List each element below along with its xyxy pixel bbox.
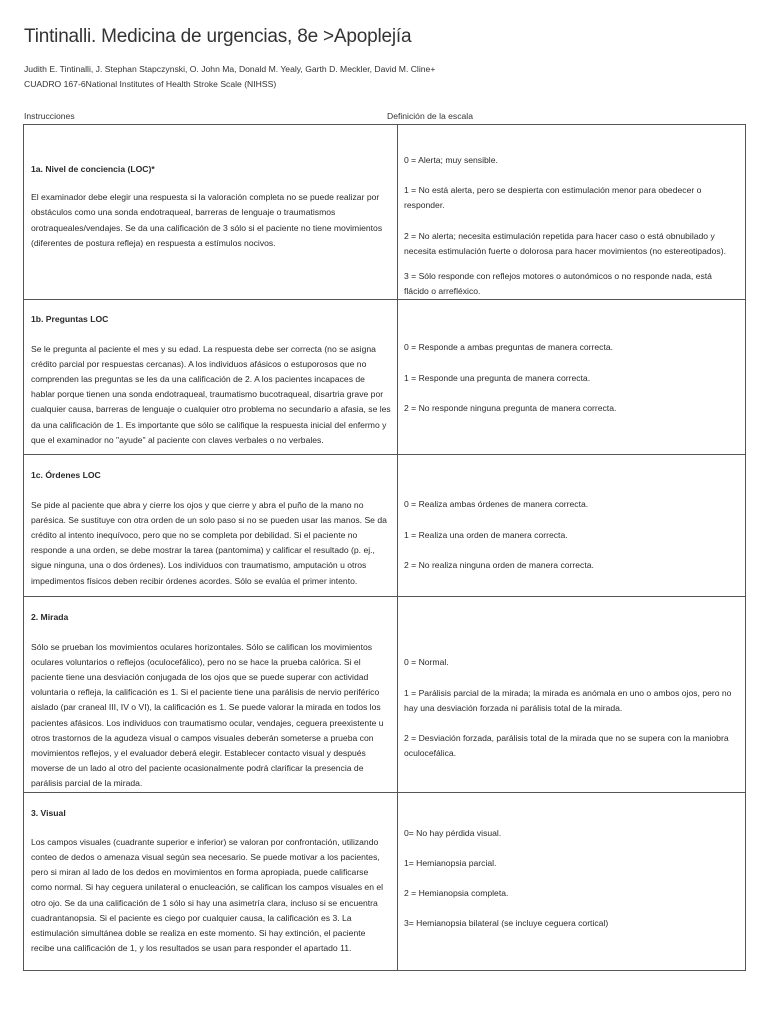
table-row (24, 597, 746, 792)
instructions-cell (24, 597, 398, 792)
item-title: 3. Visual (31, 807, 66, 818)
item-title: 2. Mirada (31, 612, 69, 623)
score-option: 0 = Responde a ambas preguntas de manera correcta. (404, 342, 614, 353)
score-option: 3 = Sólo responde con reflejos motores o autonómicos o no responde nada, está flácido o arrefléxico. (404, 271, 712, 297)
score-option: 2 = Hemianopsia completa. (404, 888, 509, 899)
column-header-definition: Definición de la escala (387, 111, 473, 121)
item-description: Se pide al paciente que abra y cierre los ojos y que cierre y abra el puño de la mano no parésica. Se sustituye con otra orden de un solo paso si no se pueden usar las manos. Se da crédito al intento inequívoco, pero que no se completa por debilidad. Si el paciente no responde a una orden, se debe mostrar la tarea (pantomima) y calificar el resultado (p. ej., sigue ninguna, una o dos órdenes). Los individuos con traumatismo, amputación u otros impedimentos físicos deben recibir órdenes acordes. Sólo se evalúa el primer intento. (31, 499, 387, 586)
score-option: 0 = Normal. (404, 657, 449, 668)
instructions-cell (24, 300, 398, 455)
item-title: 1c. Órdenes LOC (31, 470, 101, 481)
score-option: 1 = Realiza una orden de manera correcta. (404, 529, 568, 540)
nihss-table (23, 124, 746, 971)
score-option: 1 = Parálisis parcial de la mirada; la mirada es anómala en uno o ambos ojos, pero no hay una desviación forzada ni parálisis total de la mirada. (404, 687, 732, 713)
column-header-instructions: Instrucciones (24, 111, 75, 121)
table-row (24, 125, 746, 300)
table-row (24, 300, 746, 455)
item-title: 1a. Nivel de conciencia (LOC)* (31, 164, 155, 174)
score-option: 3= Hemianopsia bilateral (se incluye ceguera cortical) (404, 918, 609, 929)
instructions-cell (24, 125, 398, 300)
item-description: Los campos visuales (cuadrante superior e inferior) se valoran por confrontación, utilizando conteo de dedos o amenaza visual según sea necesario. Se puede motivar a los pacientes, pero si miran al lado de los dedos en movimientos en forma apropiada, puede calificarse como normal. Si hay ceguera unilateral o enucleación, se califican los campos visuales en el otro ojo. Se da una calificación de 1 sólo si hay una asimetría clara, incluso si se encuentra cuadrantanopsia. Si el paciente es ciego por cualquier causa, la calificación es 3. La estimulación simultánea doble se realiza en este momento. Si hay extinción, el paciente recibe una calificación de 1, y los resultados se usan para responder el apartado 11. (31, 836, 384, 954)
score-option: 1 = No está alerta, pero se despierta con estimulación menor para obedecer o responder. (404, 185, 702, 211)
definition-cell (398, 597, 746, 792)
score-option: 1= Hemianopsia parcial. (404, 857, 497, 868)
item-title: 1b. Preguntas LOC (31, 314, 109, 325)
item-description: El examinador debe elegir una respuesta si la valoración completa no se puede realizar por obstáculos como una sonda endotraqueal, barreras de lenguaje o traumatismos orotraqueales/vendajes. Se da una calificación de 3 sólo si el paciente no tiene movimientos (diferentes de postura refleja) en respuesta a estímulos nocivos. (31, 192, 383, 248)
score-option: 2 = Desviación forzada, parálisis total de la mirada que no se supera con la maniobra oculocefálica. (404, 733, 729, 759)
table-caption: CUADRO 167-6National Institutes of Health Stroke Scale (NIHSS) (24, 79, 277, 89)
instructions-cell (24, 455, 398, 597)
score-option: 2 = No responde ninguna pregunta de manera correcta. (404, 402, 617, 413)
definition-cell (398, 125, 746, 300)
definition-cell (398, 792, 746, 970)
score-option: 0= No hay pérdida visual. (404, 827, 502, 838)
definition-cell (398, 455, 746, 597)
score-option: 2 = No realiza ninguna orden de manera correcta. (404, 559, 594, 570)
item-description: Se le pregunta al paciente el mes y su edad. La respuesta debe ser correcta (no se asigna crédito parcial por respuestas cercanas). A los individuos afásicos o estuporosos que no comprenden las preguntas se les da una calificación de 2. A los pacientes incapaces de hablar porque tienen una sonda endotraqueal, traumatismo bucotraqueal, disartria grave por cualquier causa, barreras de lenguaje o cualquier otro problema no secundario a afasia, se les da una calificación de 1. Es importante que sólo se califique la respuesta inicial del enfermo y que el examinador no "ayude" al paciente con claves verbales o no verbales. (31, 343, 391, 445)
page-title: Tintinalli. Medicina de urgencias, 8e >Apoplejía (24, 26, 412, 47)
definition-cell (398, 300, 746, 455)
score-option: 0 = Alerta; muy sensible. (404, 155, 498, 165)
score-option: 1 = Responde una pregunta de manera correcta. (404, 372, 591, 383)
table-row (24, 792, 746, 970)
table-row (24, 455, 746, 597)
score-option: 0 = Realiza ambas órdenes de manera correcta. (404, 499, 589, 510)
item-description: Sólo se prueban los movimientos oculares horizontales. Sólo se califican los movimientos oculares voluntarios o reflejos (oculocefálico), pero no se hace la prueba calórica. Si el paciente tiene una desviación conjugada de los ojos que se puede superar con actividad voluntaria o refleja, la calificación es 1. Si el paciente tiene una parálisis de nervio periférico aislado (par craneal III, IV o VI), la calificación es 1. Se puede valorar la mirada en todos los pacientes afásicos. Los individuos con traumatismo ocular, vendajes, ceguera preexistente u otros trastornos de la agudeza visual o campos visuales deberán someterse a prueba con movimientos reflejos, y el evaluador deberá elegir. Establecer contacto visual y después moverse de un lado al otro del paciente ocasionalmente podrá clarificar la presencia de parálisis parcial de la mirada. (31, 641, 384, 789)
instructions-cell (24, 792, 398, 970)
authors-line: Judith E. Tintinalli, J. Stephan Stapczynski, O. John Ma, Donald M. Yealy, Garth D. Meckler, David M. Cline+ (24, 64, 436, 74)
score-option: 2 = No alerta; necesita estimulación repetida para hacer caso o está obnubilado y necesita estimulación fuerte o dolorosa para hacer movimientos (no estereotipados). (404, 230, 726, 256)
